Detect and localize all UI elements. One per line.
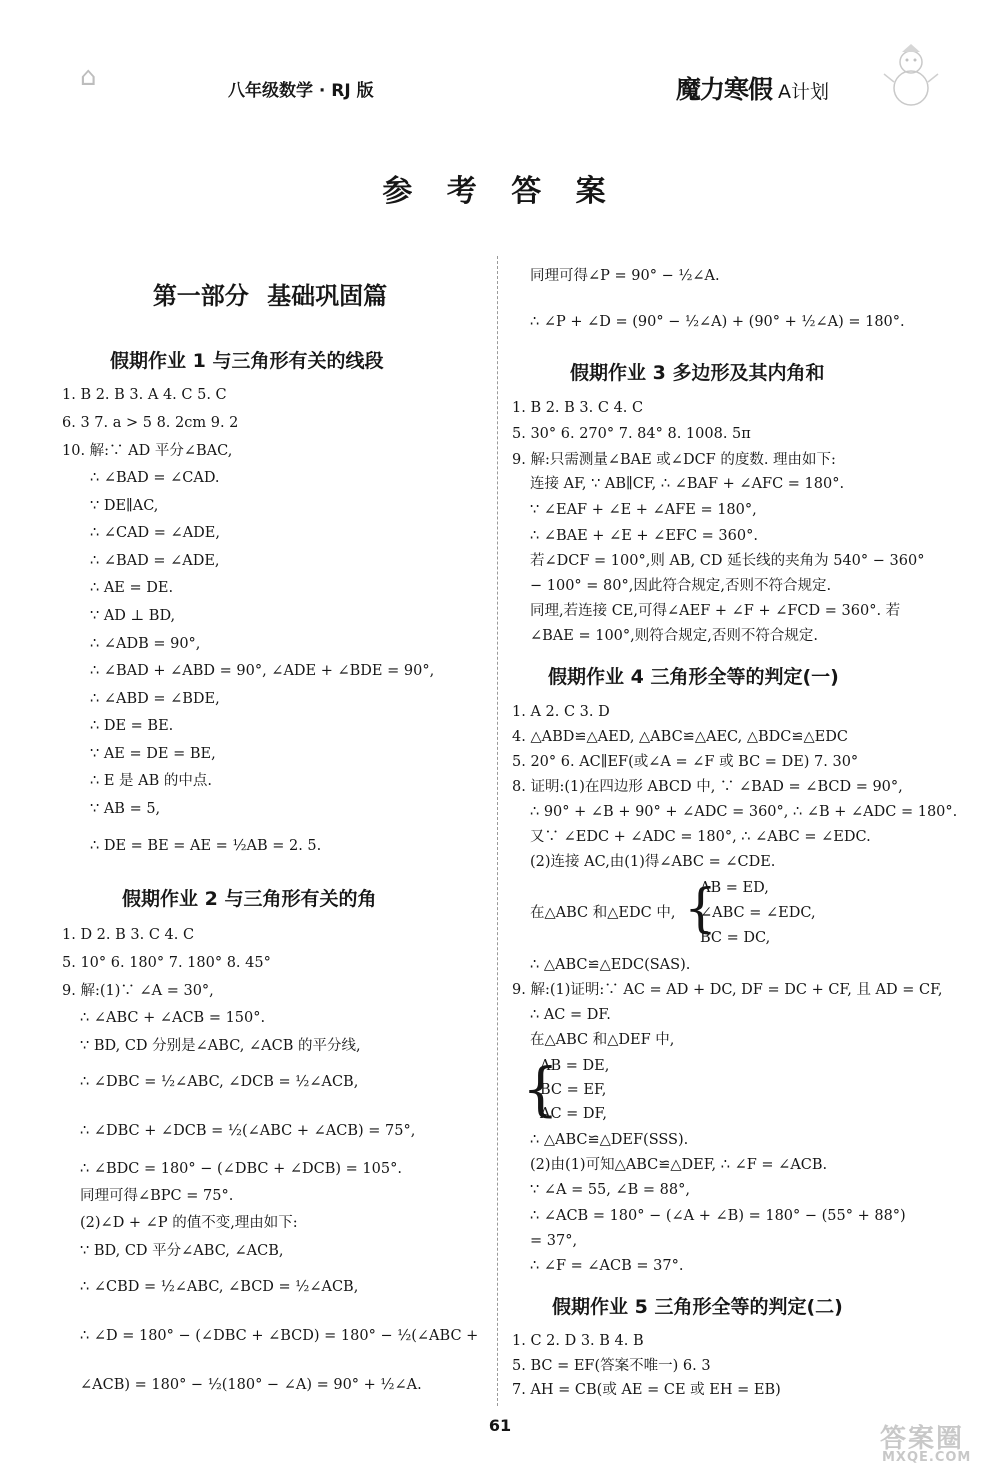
answer-line: 连接 AF, ∵ AB∥CF, ∴ ∠BAF + ∠AFC = 180°. (530, 476, 845, 492)
answer-line: 9. 解:(1)∵ ∠A = 30°, (62, 983, 214, 999)
section-heading-2: 假期作业 2 与三角形有关的角 (122, 888, 377, 910)
answer-line: ∵ AB = 5, (90, 801, 161, 817)
answer-line: ∴ ∠P + ∠D = (90° − ½∠A) + (90° + ½∠A) = 180°. (530, 314, 905, 330)
answer-line: ∠ABC = ∠EDC, (700, 905, 816, 921)
answer-line: AB = ED, (700, 880, 769, 896)
answer-line: 9. 解:(1)证明:∵ AC = AD + DC, DF = DC + CF, 且 AD = CF, (512, 982, 943, 998)
publisher-logo-left (66, 58, 122, 112)
answer-line: 在△ABC 和△DEF 中, (530, 1032, 675, 1048)
answer-line: ∴ ∠CAD = ∠ADE, (90, 525, 220, 541)
answer-line: 5. 10° 6. 180° 7. 180° 8. 45° (62, 955, 271, 971)
answer-line: 1. C 2. D 3. B 4. B (512, 1333, 644, 1349)
answer-line: ∴ ∠CBD = ½∠ABC, ∠BCD = ½∠ACB, (80, 1279, 359, 1295)
section-heading-4: 假期作业 4 三角形全等的判定(一) (548, 666, 839, 688)
answer-line: ∴ DE = BE = AE = ½AB = 2. 5. (90, 838, 322, 854)
answer-line: ∴ E 是 AB 的中点. (90, 773, 212, 789)
answer-line: AB = DE, (540, 1058, 610, 1074)
answer-line: ∴ △ABC≌△DEF(SSS). (530, 1132, 689, 1148)
answer-line: AC = DF, (540, 1106, 607, 1122)
answer-line: ∴ ∠ADB = 90°, (90, 636, 201, 652)
series-name: 魔力寒假 (676, 75, 773, 104)
answer-line: ∵ AD ⊥ BD, (90, 608, 176, 624)
answer-line: 1. A 2. C 3. D (512, 704, 610, 720)
answer-line: 同理,若连接 CE,可得∠AEF + ∠F + ∠FCD = 360°. 若 (530, 603, 901, 619)
answer-line: BC = EF, (540, 1082, 607, 1098)
answer-line: ∴ ∠BAD = ∠CAD. (90, 470, 220, 486)
answer-line: 4. △ABD≌△AED, △ABC≌△AEC, △BDC≌△EDC (512, 729, 848, 745)
answer-line: ∠ACB) = 180° − ½(180° − ∠A) = 90° + ½∠A. (80, 1377, 422, 1393)
brace-icon: { (522, 1055, 559, 1123)
answer-line: ∴ DE = BE. (90, 718, 174, 734)
answer-line: ∴ △ABC≌△EDC(SAS). (530, 957, 691, 973)
answer-line: − 100° = 80°,因此符合规定,否则不符合规定. (530, 578, 832, 594)
answer-line: ∴ ∠ABC + ∠ACB = 150°. (80, 1010, 266, 1026)
answer-line: ∴ ∠DBC + ∠DCB = ½(∠ABC + ∠ACB) = 75°, (80, 1123, 416, 1139)
answer-line: 7. AH = CB(或 AE = CE 或 EH = EB) (512, 1382, 781, 1398)
answer-line: = 37°, (530, 1233, 578, 1249)
snowman-logo-icon (880, 42, 942, 108)
answer-line: ∴ ∠ACB = 180° − (∠A + ∠B) = 180° − (55° + 88°) (530, 1208, 906, 1224)
answer-line: 5. 30° 6. 270° 7. 84° 8. 1008. 5π (512, 426, 751, 442)
answer-line: 6. 3 7. a > 5 8. 2cm 9. 2 (62, 415, 239, 431)
answer-line: ∵ AE = DE = BE, (90, 746, 216, 762)
answer-line: ∵ BD, CD 平分∠ABC, ∠ACB, (80, 1243, 284, 1259)
answer-line: ∴ ∠BAE + ∠E + ∠EFC = 360°. (530, 528, 758, 544)
answer-line: 在△ABC 和△EDC 中, (530, 905, 676, 921)
answer-line: 5. BC = EF(答案不唯一) 6. 3 (512, 1358, 711, 1374)
answer-line: ∴ ∠BAD + ∠ABD = 90°, ∠ADE + ∠BDE = 90°, (90, 663, 435, 679)
answer-line: 1. B 2. B 3. A 4. C 5. C (62, 387, 227, 403)
part-heading: 第一部分 基础巩固篇 (152, 282, 388, 310)
answer-line: 10. 解:∵ AD 平分∠BAC, (62, 443, 233, 459)
watermark-logo (876, 1418, 986, 1468)
answer-line: 1. B 2. B 3. C 4. C (512, 400, 644, 416)
answer-line: 又∵ ∠EDC + ∠ADC = 180°, ∴ ∠ABC = ∠EDC. (530, 829, 871, 845)
answer-line: 若∠DCF = 100°,则 AB, CD 延长线的夹角为 540° − 360° (530, 553, 925, 569)
answer-line: 5. 20° 6. AC∥EF(或∠A = ∠F 或 BC = DE) 7. 30° (512, 754, 859, 770)
brace-icon: { (684, 879, 718, 939)
section-heading-1: 假期作业 1 与三角形有关的线段 (110, 350, 384, 372)
answer-line: (2)∠D + ∠P 的值不变,理由如下: (80, 1215, 298, 1231)
answer-line: 1. D 2. B 3. C 4. C (62, 927, 195, 943)
answer-line: ∴ ∠ABD = ∠BDE, (90, 691, 220, 707)
section-heading-5: 假期作业 5 三角形全等的判定(二) (552, 1296, 843, 1318)
answer-line: ∴ ∠F = ∠ACB = 37°. (530, 1258, 684, 1274)
answer-line: BC = DC, (700, 930, 771, 946)
answer-line: 同理可得∠P = 90° − ½∠A. (530, 268, 720, 284)
answer-line: ∴ AE = DE. (90, 580, 174, 596)
column-divider (497, 256, 498, 1406)
header-series-title (676, 70, 829, 106)
answer-line: ∵ ∠EAF + ∠E + ∠AFE = 180°, (530, 502, 757, 518)
house-icon: ⌂ (80, 62, 97, 92)
page-title: 参 考 答 案 (382, 174, 618, 209)
answer-line: ∴ ∠BAD = ∠ADE, (90, 553, 220, 569)
answer-line: ∴ ∠DBC = ½∠ABC, ∠DCB = ½∠ACB, (80, 1074, 359, 1090)
answer-line: 同理可得∠BPC = 75°. (80, 1188, 234, 1204)
answer-line: ∠BAE = 100°,则符合规定,否则不符合规定. (530, 628, 818, 644)
answer-line: ∵ BD, CD 分别是∠ABC, ∠ACB 的平分线, (80, 1038, 361, 1054)
answer-line: ∴ ∠D = 180° − (∠DBC + ∠BCD) = 180° − ½(∠ABC + (80, 1328, 479, 1344)
section-heading-3: 假期作业 3 多边形及其内角和 (570, 362, 825, 384)
watermark-text: 答案圈 (880, 1424, 965, 1454)
answer-line: (2)由(1)可知△ABC≌△DEF, ∴ ∠F = ∠ACB. (530, 1157, 828, 1173)
answer-line: 8. 证明:(1)在四边形 ABCD 中, ∵ ∠BAD = ∠BCD = 90°, (512, 779, 903, 795)
series-suffix: A计划 (778, 81, 830, 103)
answer-line: ∵ DE∥AC, (90, 498, 159, 514)
answer-line: (2)连接 AC,由(1)得∠ABC = ∠CDE. (530, 854, 776, 870)
page-number: 61 (488, 1416, 512, 1435)
answer-line: ∴ AC = DF. (530, 1007, 611, 1023)
answer-line: 9. 解:只需测量∠BAE 或∠DCF 的度数. 理由如下: (512, 452, 836, 468)
answer-line: ∴ 90° + ∠B + 90° + ∠ADC = 360°, ∴ ∠B + ∠ADC = 180°. (530, 804, 958, 820)
header-grade-subject: 八年级数学 · RJ 版 (228, 81, 374, 101)
answer-line: ∵ ∠A = 55, ∠B = 88°, (530, 1182, 690, 1198)
answer-line: ∴ ∠BDC = 180° − (∠DBC + ∠DCB) = 105°. (80, 1161, 402, 1177)
watermark-url: MXQE.COM (882, 1450, 972, 1465)
